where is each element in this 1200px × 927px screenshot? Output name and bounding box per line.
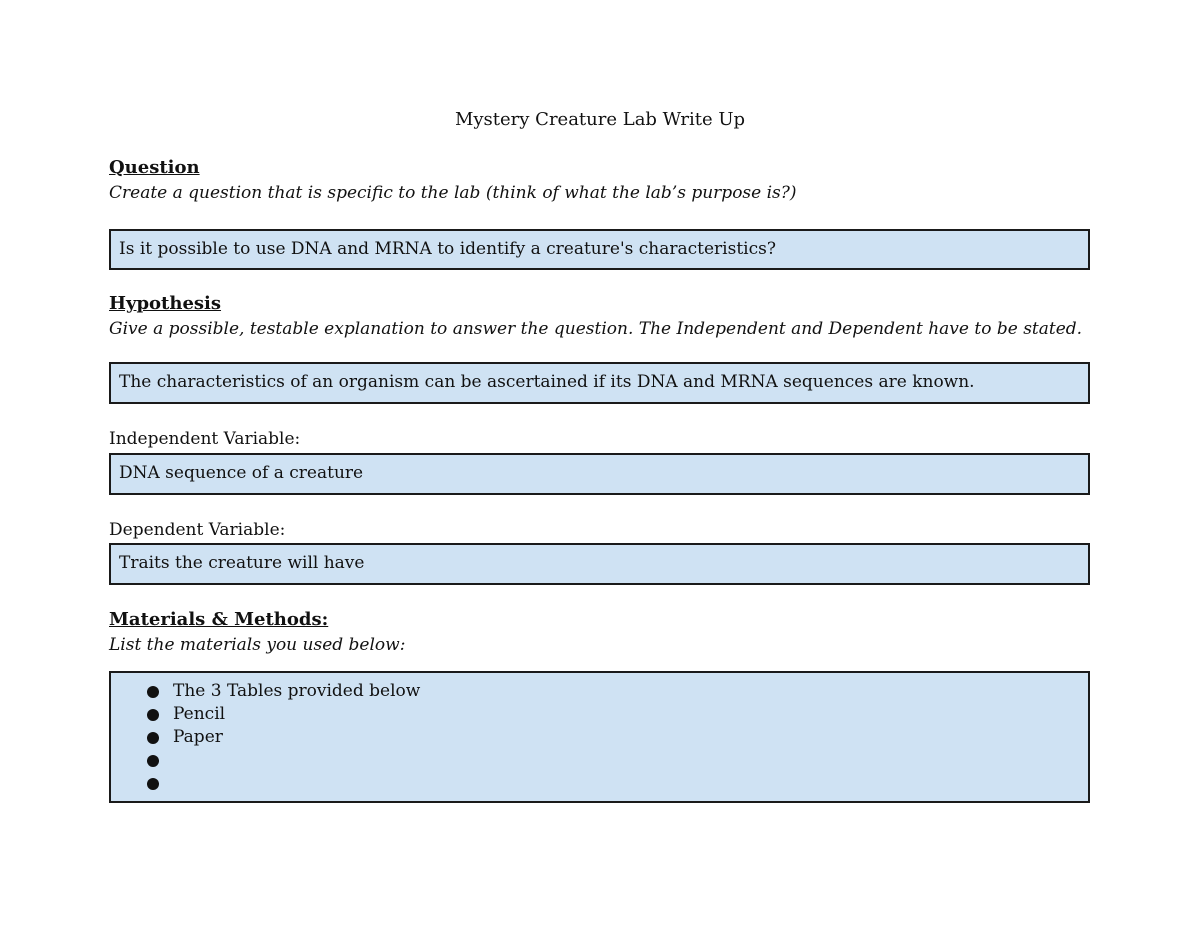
- independent-variable-box[interactable]: [109, 453, 1090, 495]
- materials-list-item: [147, 772, 1088, 795]
- dependent-variable-text: Traits the creature will have: [119, 553, 365, 573]
- independent-variable-label: Independent Variable:: [109, 429, 301, 449]
- materials-list-box[interactable]: [109, 671, 1090, 803]
- materials-list: [111, 680, 1088, 795]
- materials-list-item: [147, 726, 1088, 749]
- question-answer-text: Is it possible to use DNA and MRNA to identify a creature's characteristics?: [119, 239, 776, 259]
- document-title: Mystery Creature Lab Write Up: [454, 109, 746, 130]
- materials-item-text: Paper: [173, 727, 223, 747]
- hypothesis-answer-text: The characteristics of an organism can be ascertained if its DNA and MRNA sequences are known.: [119, 372, 975, 392]
- materials-heading: Materials & Methods:: [109, 609, 329, 630]
- materials-instruction: List the materials you used below:: [109, 635, 406, 655]
- bullet-icon: [147, 732, 159, 744]
- materials-list-item: [147, 749, 1088, 772]
- bullet-icon: [147, 709, 159, 721]
- hypothesis-instruction: Give a possible, testable explanation to answer the question. The Independent and Dependent have to be stated.: [109, 319, 1083, 339]
- materials-item-text: The 3 Tables provided below: [173, 681, 421, 701]
- bullet-icon: [147, 778, 159, 790]
- materials-list-item: [147, 680, 1088, 703]
- materials-item-text: Pencil: [173, 704, 226, 724]
- bullet-icon: [147, 686, 159, 698]
- question-heading: Question: [109, 157, 200, 178]
- bullet-icon: [147, 755, 159, 767]
- dependent-variable-label: Dependent Variable:: [109, 520, 286, 540]
- hypothesis-answer-box[interactable]: [109, 362, 1090, 404]
- materials-list-item: [147, 703, 1088, 726]
- hypothesis-heading: Hypothesis: [109, 293, 222, 314]
- question-instruction: Create a question that is specific to the lab (think of what the lab’s purpose is?): [109, 183, 797, 203]
- dependent-variable-box[interactable]: [109, 543, 1090, 585]
- question-answer-box[interactable]: [109, 229, 1090, 270]
- independent-variable-text: DNA sequence of a creature: [119, 463, 364, 483]
